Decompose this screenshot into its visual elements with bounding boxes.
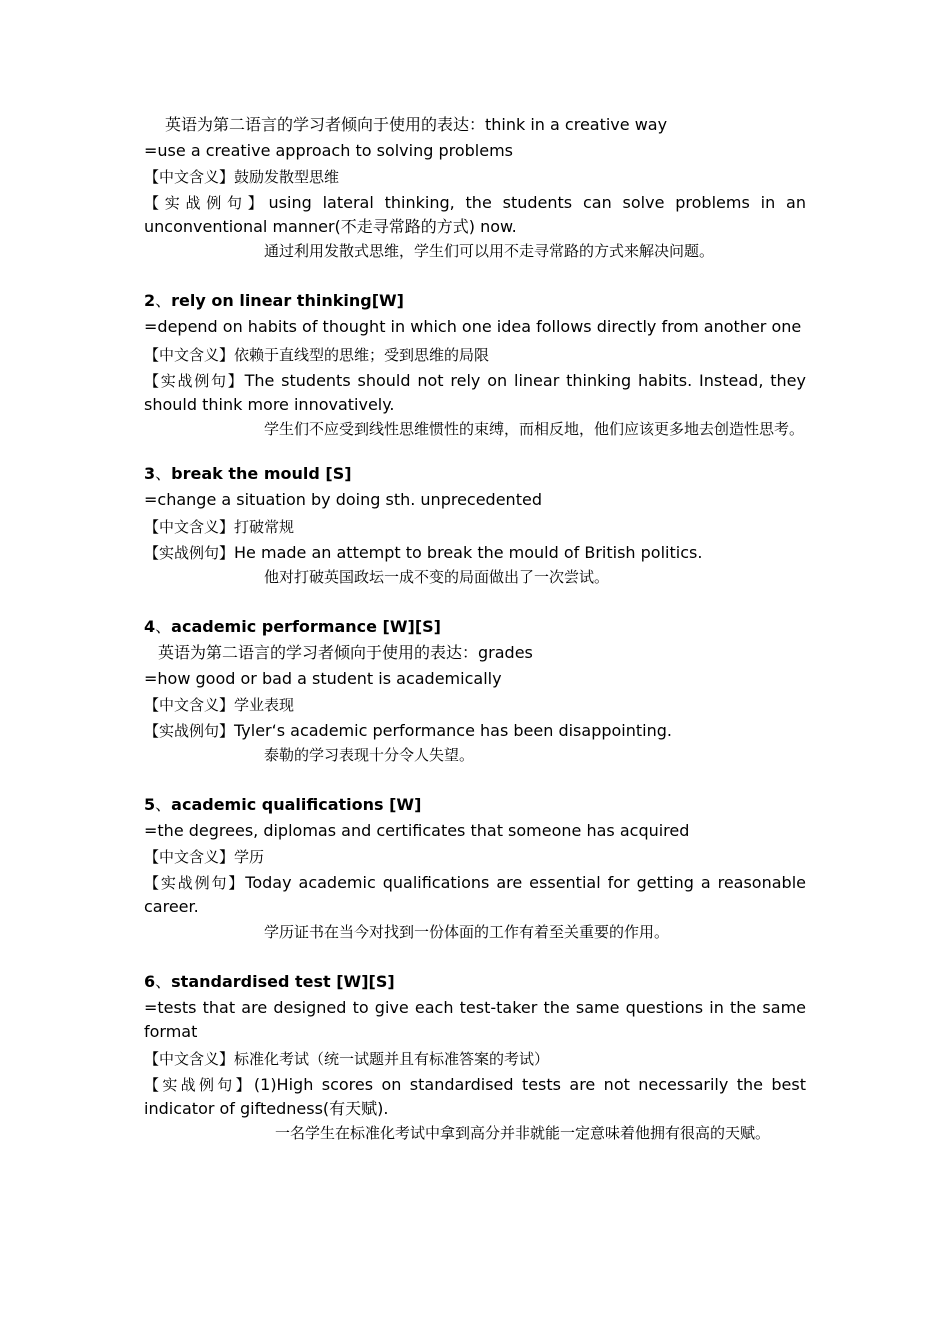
example-sentence: [144, 369, 806, 416]
meaning-tag: 【中文含义】: [144, 1050, 235, 1068]
example-sentence: [144, 719, 806, 743]
entry-title: standardised test [W][S]: [171, 972, 395, 991]
definition: =tests that are designed to give each test-taker the same questions in the same format: [144, 998, 806, 1041]
entry-title: break the mould [S]: [171, 464, 352, 483]
entry-heading: [144, 793, 806, 816]
entry-separator: 、: [155, 972, 172, 991]
chinese-meaning: [144, 693, 806, 717]
meaning-tag: 【中文含义】: [144, 848, 235, 866]
meaning-tag: 【中文含义】: [144, 696, 235, 714]
document-page: [144, 113, 806, 1147]
entry-number: 5: [144, 795, 156, 814]
entry-2: [144, 289, 806, 443]
entry-separator: 、: [155, 617, 172, 636]
example-tag: 【实战例句】: [144, 544, 235, 562]
entry-heading: [144, 615, 806, 638]
meaning-tag: 【中文含义】: [144, 518, 235, 536]
entry-heading: [144, 289, 806, 312]
example-text: The students should not rely on linear thinking habits. Instead, they should think more innovatively.: [144, 371, 806, 414]
meaning-text: 鼓励发散型思维: [234, 168, 340, 186]
example-sentence: [144, 871, 806, 918]
entry-6: [144, 970, 806, 1147]
chinese-meaning: [144, 1047, 806, 1071]
entry-separator: 、: [155, 464, 172, 483]
entry-title: academic qualifications [W]: [171, 795, 422, 814]
example-translation: 通过利用发散式思维，学生们可以用不走寻常路的方式来解决问题。: [264, 242, 715, 260]
entry-1: [144, 113, 806, 263]
example-translation: 学历证书在当今对找到一份体面的工作有着至关重要的作用。: [264, 923, 670, 941]
learner-expression-line: 英语为第二语言的学习者倾向于使用的表达：think in a creative way: [165, 115, 668, 134]
example-text: Tyler‘s academic performance has been disappointing.: [234, 721, 672, 740]
definition: =the degrees, diplomas and certificates that someone has acquired: [144, 821, 690, 840]
definition: =depend on habits of thought in which one idea follows directly from another one: [144, 317, 802, 336]
entry-separator: 、: [155, 291, 172, 310]
entry-separator: 、: [155, 795, 172, 814]
entry-number: 2: [144, 291, 156, 310]
entry-5: [144, 793, 806, 944]
example-text: Today academic qualifications are essential for getting a reasonable career.: [144, 873, 806, 916]
example-tag: 【实战例句】: [144, 1076, 254, 1094]
example-translation: 一名学生在标准化考试中拿到高分并非就能一定意味着他拥有很高的天赋。: [275, 1124, 771, 1142]
entry-number: 3: [144, 464, 156, 483]
meaning-text: 学历: [234, 848, 265, 866]
meaning-text: 标准化考试（统一试题并且有标准答案的考试）: [234, 1050, 550, 1068]
entry-3: [144, 462, 806, 589]
entry-title: rely on linear thinking[W]: [171, 291, 404, 310]
entry-number: 6: [144, 972, 156, 991]
learner-expression-line: 英语为第二语言的学习者倾向于使用的表达：grades: [158, 643, 533, 662]
example-tag: 【实战例句】: [144, 372, 245, 390]
meaning-tag: 【中文含义】: [144, 168, 235, 186]
entry-4: [144, 615, 806, 767]
entry-number: 4: [144, 617, 156, 636]
example-translation: 学生们不应受到线性思维惯性的束缚，而相反地，他们应该更多地去创造性思考。: [264, 420, 805, 438]
example-text: using lateral thinking, the students can solve problems in an unconventional manner(不走寻常路的方式) now.: [144, 193, 806, 236]
example-translation: 泰勒的学习表现十分令人失望。: [264, 746, 475, 764]
example-text: (1)High scores on standardised tests are not necessarily the best indicator of giftedness(有天赋).: [144, 1075, 806, 1118]
example-tag: 【实战例句】: [144, 722, 235, 740]
example-sentence: [144, 191, 806, 238]
meaning-text: 打破常规: [234, 518, 295, 536]
meaning-text: 学业表现: [234, 696, 295, 714]
definition: =how good or bad a student is academically: [144, 669, 502, 688]
entry-title: academic performance [W][S]: [171, 617, 441, 636]
chinese-meaning: [144, 343, 806, 367]
definition: =change a situation by doing sth. unprecedented: [144, 490, 542, 509]
definition: =use a creative approach to solving problems: [144, 141, 514, 160]
example-translation: 他对打破英国政坛一成不变的局面做出了一次尝试。: [264, 568, 610, 586]
chinese-meaning: [144, 515, 806, 539]
chinese-meaning: [144, 845, 806, 869]
example-sentence: [144, 1073, 806, 1120]
entry-heading: [144, 462, 806, 485]
meaning-text: 依赖于直线型的思维；受到思维的局限: [234, 346, 490, 364]
example-sentence: [144, 541, 806, 565]
meaning-tag: 【中文含义】: [144, 346, 235, 364]
entry-heading: [144, 970, 806, 993]
example-text: He made an attempt to break the mould of British politics.: [234, 543, 703, 562]
example-tag: 【实战例句】: [144, 194, 269, 212]
chinese-meaning: [144, 165, 806, 189]
example-tag: 【实战例句】: [144, 874, 246, 892]
